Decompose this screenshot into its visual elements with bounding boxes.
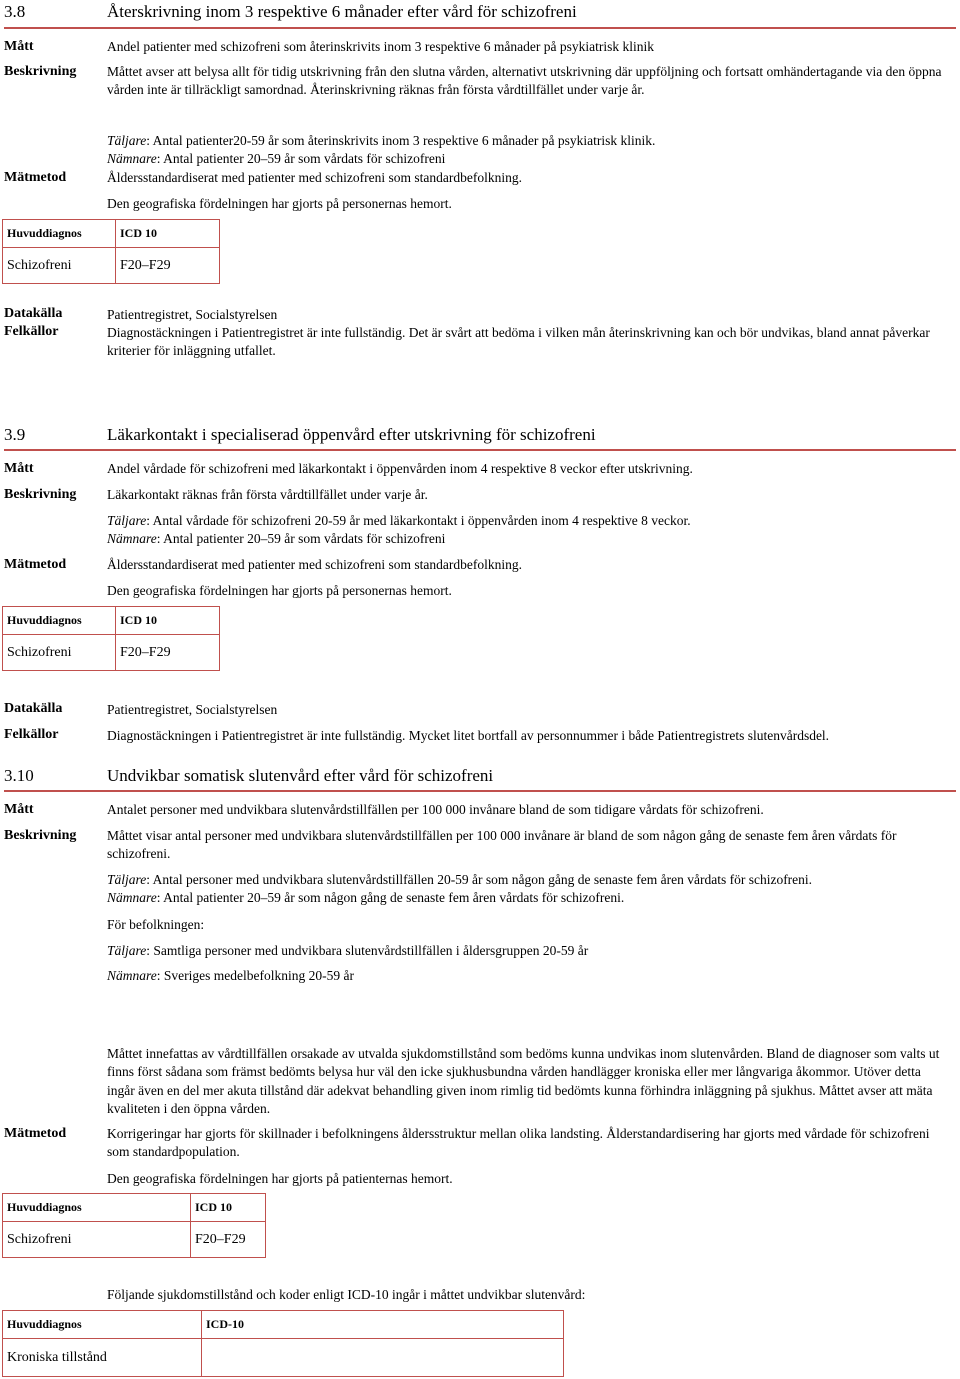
table-header-huvuddiagnos: Huvuddiagnos bbox=[3, 607, 116, 635]
namnare-term: Nämnare bbox=[107, 890, 157, 905]
label-matt: Mått bbox=[4, 461, 34, 476]
matmetod-taljare bbox=[107, 512, 947, 530]
felkallor-text: Diagnostäckningen i Patientregistret är inte fullständig. Mycket litet bortfall av personnummer i både Patientregistrets slutenvårdsdel. bbox=[107, 728, 830, 743]
table-header-huvuddiagnos: Huvuddiagnos bbox=[3, 220, 116, 248]
section-number: 3.9 bbox=[4, 425, 26, 444]
datakalla-text: Patientregistret, Socialstyrelsen bbox=[107, 702, 278, 717]
table-header-icd: ICD 10 bbox=[191, 1194, 266, 1222]
section-divider bbox=[4, 790, 956, 792]
label-beskrivning: Beskrivning bbox=[4, 64, 77, 79]
section-title: Läkarkontakt i specialiserad öppenvård efter utskrivning för schizofreni bbox=[107, 425, 596, 444]
table-cell-icd: F20–F29 bbox=[191, 1222, 266, 1258]
beskrivning-text: Måttet avser att belysa allt för tidig utskrivning från den slutna vården, alternativt utskrivning där uppföljning och fortsatt omhändertagande via den öppna vården inte är tillräckligt samordnad. Återinskrivning räknas från första vårdtillfället under varje år. bbox=[107, 64, 942, 98]
table-header-icd: ICD 10 bbox=[116, 607, 220, 635]
table-cell-icd bbox=[202, 1339, 564, 1377]
taljare-text: : Antal patienter20-59 år som återinskrivits inom 3 respektive 6 månader på psykiatrisk klinik. bbox=[146, 133, 656, 148]
matmetod-geo: Den geografiska fördelningen har gjorts på personernas hemort. bbox=[107, 583, 452, 598]
label-beskrivning: Beskrivning bbox=[4, 487, 77, 502]
label-matt: Mått bbox=[4, 802, 34, 817]
label-datakalla: Datakälla bbox=[4, 701, 63, 716]
taljare-term: Täljare bbox=[107, 513, 147, 528]
matt-text: Andel vårdade för schizofreni med läkarkontakt i öppenvården inom 4 respektive 8 veckor efter utskrivning. bbox=[107, 461, 693, 476]
matmetod-geo: Den geografiska fördelningen har gjorts på patienternas hemort. bbox=[107, 1171, 453, 1186]
beskrivning-namnare bbox=[107, 889, 947, 907]
namnare-term: Nämnare bbox=[107, 151, 157, 166]
matmetod-taljare bbox=[107, 132, 947, 150]
section-divider bbox=[4, 27, 956, 29]
label-matmetod: Mätmetod bbox=[4, 557, 67, 572]
namnare-text: : Antal patienter 20–59 år som vårdats för schizofreni bbox=[156, 151, 446, 166]
taljare-text: : Samtliga personer med undvikbara slutenvårdstillfällen i åldersgruppen 20-59 år bbox=[146, 943, 589, 958]
befolkning-heading: För befolkningen: bbox=[107, 917, 205, 932]
beskrivning-text: Måttet visar antal personer med undvikbara slutenvårdstillfällen per 100 000 invånare är bland de som någon gång de senaste fem åren vårdats för schizofreni. bbox=[107, 828, 897, 862]
label-matt: Mått bbox=[4, 39, 34, 54]
taljare-text: : Antal personer med undvikbara slutenvårdstillfällen 20-59 år som någon gång de senaste fem åren vårdats för schizofreni. bbox=[146, 872, 813, 887]
felkallor-text: Diagnostäckningen i Patientregistret är inte fullständig. Det är svårt att bedöma i vilken mån återinskrivning kan och bör undvikas, bland annat påverkar kriterier för inläggning utfallet. bbox=[107, 325, 930, 359]
matmetod-namnare bbox=[107, 150, 947, 168]
beskrivning-taljare bbox=[107, 871, 947, 889]
section-title: Återskrivning inom 3 respektive 6 månader efter vård för schizofreni bbox=[107, 2, 577, 21]
matmetod-alder: Åldersstandardiserat med patienter med schizofreni som standardbefolkning. bbox=[107, 170, 522, 185]
table-cell-diagnos: Schizofreni bbox=[3, 1222, 191, 1258]
label-datakalla: Datakälla bbox=[4, 306, 63, 321]
beskrivning-text: Läkarkontakt räknas från första vårdtillfället under varje år. bbox=[107, 487, 428, 502]
table-cell-diagnos: Schizofreni bbox=[3, 248, 116, 284]
matmetod-alder: Åldersstandardiserat med patienter med schizofreni som standardbefolkning. bbox=[107, 557, 522, 572]
matmetod-namnare bbox=[107, 530, 947, 548]
taljare-term: Täljare bbox=[107, 133, 147, 148]
section-number: 3.10 bbox=[4, 766, 34, 785]
foljande-text: Följande sjukdomstillstånd och koder enligt ICD-10 ingår i måttet undvikbar slutenvård: bbox=[107, 1287, 586, 1302]
matmetod-geo: Den geografiska fördelningen har gjorts på personernas hemort. bbox=[107, 196, 452, 211]
table-header-icd: ICD 10 bbox=[116, 220, 220, 248]
label-felkallor: Felkällor bbox=[4, 727, 59, 742]
taljare-term: Täljare bbox=[107, 872, 147, 887]
matt-text: Andel patienter med schizofreni som återinskrivits inom 3 respektive 6 månader på psykiatrisk klinik bbox=[107, 39, 654, 54]
label-felkallor: Felkällor bbox=[4, 324, 59, 339]
befolkning-taljare bbox=[107, 942, 947, 960]
table-cell-diagnos: Kroniska tillstånd bbox=[3, 1339, 202, 1377]
diagnosis-table bbox=[2, 1193, 266, 1258]
label-matmetod: Mätmetod bbox=[4, 1126, 67, 1141]
diagnosis-table bbox=[2, 219, 220, 284]
table-header-icd: ICD-10 bbox=[202, 1311, 564, 1339]
namnare-term: Nämnare bbox=[107, 531, 157, 546]
namnare-text: : Sveriges medelbefolkning 20-59 år bbox=[156, 968, 354, 983]
label-beskrivning: Beskrivning bbox=[4, 828, 77, 843]
section-divider bbox=[4, 449, 956, 451]
namnare-text: : Antal patienter 20–59 år som vårdats för schizofreni bbox=[156, 531, 446, 546]
diagnosis-table bbox=[2, 606, 220, 671]
taljare-text: : Antal vårdade för schizofreni 20-59 år med läkarkontakt i öppenvården inom 4 respektive 8 veckor. bbox=[146, 513, 691, 528]
datakalla-text: Patientregistret, Socialstyrelsen bbox=[107, 307, 278, 322]
matmetod-paragraph-1: Måttet innefattas av vårdtillfällen orsakade av utvalda sjukdomstillstånd som bedöms kunna undvikas inom slutenvården. Bland de diagnoser som valts ut finns först sådana som främst bedömts belysa hur väl den icke sjukhusbundna vården handlägger kroniska eller mer långvariga åkommor. Utöver detta ingår även en del mer akuta tillstånd där adekvat behandling given inom rimlig tid bedömts kunna förhindra inläggning på sjukhus. Måttet avser att mäta kvaliteten i den öppna vården. bbox=[107, 1046, 940, 1116]
taljare-term: Täljare bbox=[107, 943, 147, 958]
section-number: 3.8 bbox=[4, 2, 26, 21]
matt-text: Antalet personer med undvikbara slutenvårdstillfällen per 100 000 invånare bland de som tidigare vårdats för schizofreni. bbox=[107, 802, 764, 817]
table-header-huvuddiagnos: Huvuddiagnos bbox=[3, 1311, 202, 1339]
table-cell-diagnos: Schizofreni bbox=[3, 635, 116, 671]
table-cell-icd: F20–F29 bbox=[116, 248, 220, 284]
section-title: Undvikbar somatisk slutenvård efter vård för schizofreni bbox=[107, 766, 494, 785]
befolkning-namnare bbox=[107, 967, 947, 985]
label-matmetod: Mätmetod bbox=[4, 170, 67, 185]
matmetod-paragraph-2: Korrigeringar har gjorts för skillnader i befolkningens åldersstruktur mellan olika landsting. Ålderstandardisering har gjorts med vårdade för schizofreni som standardpopulation. bbox=[107, 1126, 930, 1160]
conditions-table bbox=[2, 1310, 564, 1377]
table-header-huvuddiagnos: Huvuddiagnos bbox=[3, 1194, 191, 1222]
namnare-text: : Antal patienter 20–59 år som någon gång de senaste fem åren vårdats för schizofreni. bbox=[156, 890, 625, 905]
table-cell-icd: F20–F29 bbox=[116, 635, 220, 671]
namnare-term: Nämnare bbox=[107, 968, 157, 983]
